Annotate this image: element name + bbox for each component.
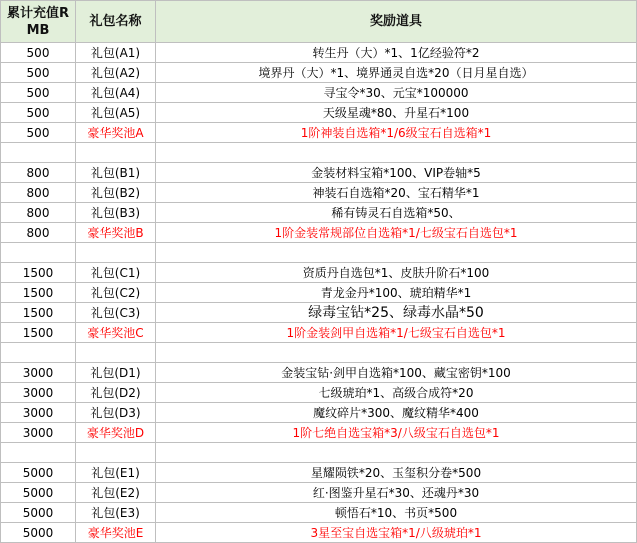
empty-cell [76, 343, 156, 363]
pack-name-cell: 豪华奖池D [76, 423, 156, 443]
amount-cell: 1500 [1, 323, 76, 343]
amount-cell: 3000 [1, 403, 76, 423]
amount-cell: 800 [1, 183, 76, 203]
amount-cell: 500 [1, 123, 76, 143]
pack-name-cell: 礼包(A4) [76, 83, 156, 103]
group-separator-row [1, 443, 637, 463]
amount-cell: 5000 [1, 523, 76, 543]
table-row [1, 103, 637, 123]
reward-cell: 1阶金装常规部位自选箱*1/七级宝石自选包*1 [156, 223, 637, 243]
pack-name-cell: 礼包(D1) [76, 363, 156, 383]
table-row [1, 183, 637, 203]
empty-cell [1, 443, 76, 463]
pack-name-cell: 礼包(B2) [76, 183, 156, 203]
empty-cell [76, 443, 156, 463]
amount-cell: 1500 [1, 263, 76, 283]
table-row [1, 203, 637, 223]
pack-name-cell: 礼包(C2) [76, 283, 156, 303]
reward-cell: 3星至宝自选宝箱*1/八级琥珀*1 [156, 523, 637, 543]
pack-name-cell: 礼包(A5) [76, 103, 156, 123]
amount-cell: 500 [1, 83, 76, 103]
table-row [1, 223, 637, 243]
reward-cell: 转生丹（大）*1、1亿经验符*2 [156, 43, 637, 63]
reward-cell: 魔纹碎片*300、魔纹精华*400 [156, 403, 637, 423]
reward-cell: 境界丹（大）*1、境界通灵自选*20（日月星自选） [156, 63, 637, 83]
table-row [1, 363, 637, 383]
table-row [1, 323, 637, 343]
table-row [1, 83, 637, 103]
pack-name-cell: 豪华奖池A [76, 123, 156, 143]
amount-cell: 800 [1, 163, 76, 183]
table-row [1, 403, 637, 423]
amount-cell: 500 [1, 63, 76, 83]
header-reward: 奖励道具 [156, 1, 637, 43]
table-row [1, 503, 637, 523]
empty-cell [1, 143, 76, 163]
amount-cell: 800 [1, 223, 76, 243]
group-separator-row [1, 143, 637, 163]
table-row [1, 123, 637, 143]
pack-name-cell: 礼包(D3) [76, 403, 156, 423]
empty-cell [156, 143, 637, 163]
reward-cell: 1阶神装自选箱*1/6级宝石自选箱*1 [156, 123, 637, 143]
empty-cell [156, 343, 637, 363]
reward-cell: 金装材料宝箱*100、VIP卷轴*5 [156, 163, 637, 183]
empty-cell [156, 243, 637, 263]
reward-cell: 青龙金丹*100、琥珀精华*1 [156, 283, 637, 303]
pack-name-cell: 礼包(E2) [76, 483, 156, 503]
empty-cell [76, 143, 156, 163]
pack-name-cell: 豪华奖池C [76, 323, 156, 343]
empty-cell [1, 243, 76, 263]
amount-cell: 5000 [1, 483, 76, 503]
table-row [1, 163, 637, 183]
reward-cell: 红·图鉴升星石*30、还魂丹*30 [156, 483, 637, 503]
group-separator-row [1, 243, 637, 263]
reward-cell: 稀有铸灵石自选箱*50、 [156, 203, 637, 223]
amount-cell: 3000 [1, 423, 76, 443]
pack-name-cell: 礼包(A2) [76, 63, 156, 83]
reward-cell: 天级星魂*80、升星石*100 [156, 103, 637, 123]
reward-cell: 顿悟石*10、书页*500 [156, 503, 637, 523]
group-separator-row [1, 343, 637, 363]
table-row [1, 423, 637, 443]
empty-cell [156, 443, 637, 463]
reward-cell: 神装石自选箱*20、宝石精华*1 [156, 183, 637, 203]
header-pack-name: 礼包名称 [76, 1, 156, 43]
table-row [1, 303, 637, 323]
table-row [1, 63, 637, 83]
amount-cell: 800 [1, 203, 76, 223]
empty-cell [1, 343, 76, 363]
pack-name-cell: 礼包(C1) [76, 263, 156, 283]
reward-cell: 寻宝令*30、元宝*100000 [156, 83, 637, 103]
pack-name-cell: 礼包(C3) [76, 303, 156, 323]
table-row [1, 463, 637, 483]
pack-name-cell: 礼包(E1) [76, 463, 156, 483]
pack-name-cell: 礼包(E3) [76, 503, 156, 523]
reward-cell: 七级琥珀*1、高级合成符*20 [156, 383, 637, 403]
reward-cell: 星耀陨铁*20、玉玺积分卷*500 [156, 463, 637, 483]
table-row [1, 383, 637, 403]
reward-table-body [1, 43, 637, 543]
amount-cell: 5000 [1, 503, 76, 523]
pack-name-cell: 豪华奖池B [76, 223, 156, 243]
pack-name-cell: 礼包(D2) [76, 383, 156, 403]
reward-cell: 绿毒宝钻*25、绿毒水晶*50 [156, 303, 637, 323]
pack-name-cell: 礼包(B1) [76, 163, 156, 183]
amount-cell: 1500 [1, 303, 76, 323]
amount-cell: 1500 [1, 283, 76, 303]
table-row [1, 263, 637, 283]
amount-cell: 5000 [1, 463, 76, 483]
table-row [1, 523, 637, 543]
table-row [1, 483, 637, 503]
header-amount: 累计充值RMB [1, 1, 76, 43]
reward-cell: 1阶七绝自选宝箱*3/八级宝石自选包*1 [156, 423, 637, 443]
pack-name-cell: 礼包(B3) [76, 203, 156, 223]
amount-cell: 500 [1, 43, 76, 63]
amount-cell: 500 [1, 103, 76, 123]
pack-name-cell: 礼包(A1) [76, 43, 156, 63]
reward-cell: 资质丹自选包*1、皮肤升阶石*100 [156, 263, 637, 283]
reward-cell: 1阶金装剑甲自选箱*1/七级宝石自选包*1 [156, 323, 637, 343]
amount-cell: 3000 [1, 363, 76, 383]
pack-name-cell: 豪华奖池E [76, 523, 156, 543]
table-row [1, 283, 637, 303]
reward-cell: 金装宝钻·剑甲自选箱*100、藏宝密钥*100 [156, 363, 637, 383]
table-row [1, 43, 637, 63]
amount-cell: 3000 [1, 383, 76, 403]
empty-cell [76, 243, 156, 263]
